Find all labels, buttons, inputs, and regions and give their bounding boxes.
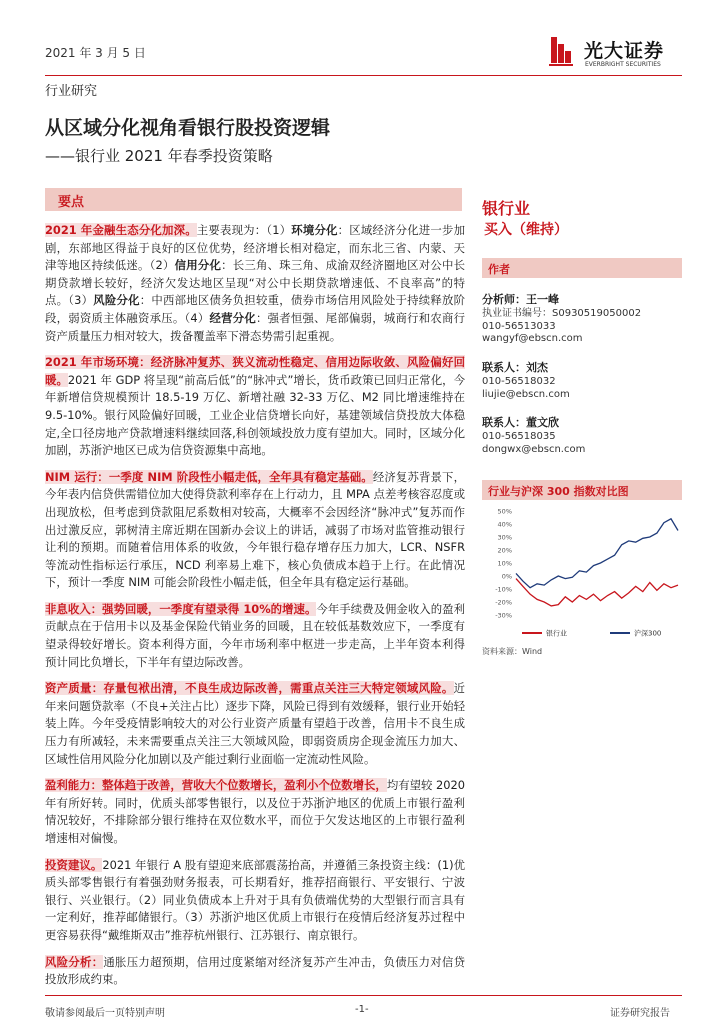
paragraph-profitability: [45, 777, 465, 847]
paragraph-lead: 2021 年金融生态分化加深。: [45, 223, 197, 237]
paragraph-text: ：区域经济分化进一步加剧，东部地区得益于良好的区位优势，经济增长相对稳定，而东北三省、内蒙、天津等地区持续低迷。（2）: [45, 223, 465, 273]
paragraph-lead: 资产质量：存量包袱出清，不良生成边际改善，需重点关注三大特定领域风险。: [45, 681, 454, 696]
y-tick-label: 10%: [497, 559, 512, 568]
contact2-name: 董文欣: [526, 416, 559, 429]
series-line-1: [516, 519, 678, 588]
paragraph-asset-quality: [45, 680, 465, 768]
y-tick-label: 50%: [497, 507, 512, 516]
keypoints-bar: [45, 188, 462, 211]
paragraph-lead: 非息收入：强势回暖，一季度有望录得 10%的增速。: [45, 601, 317, 616]
paragraph-text: ：强者恒强、尾部偏弱，城商行和农商行资产质量压力相对较大，拨备覆盖率下滑态势需引起重视。: [45, 310, 465, 343]
legend-label: 沪深300: [634, 629, 662, 638]
everbright-logo-icon: [548, 34, 574, 68]
paragraph-text: 近年来问题贷款率（不良+关注占比）逐步下降，风险已得到有效缓释，银行业开始轻装上阵。今年受疫情影响较大的对公行业资产质量有望趋于改善，信用卡不良生成压力有所减轻，未来需要重点关注三大领域风险，即弱资质房企现金流压力加大、区域性信用风险分化加剧以及产能过剩行业面临一定流动性风险。: [45, 681, 465, 766]
contact1-label: 联系人：: [482, 361, 526, 374]
paragraph-lead: NIM 运行：一季度 NIM 阶段性小幅走低，全年具有稳定基础。: [45, 469, 373, 484]
analyst-name: 王一峰: [526, 293, 559, 306]
author-bar: [482, 258, 682, 278]
paragraph-ecology: [45, 222, 465, 345]
paragraph-lead: 2021 年市场环境：经济脉冲复苏、狭义流动性稳定、信用边际收敛、风险偏好回暖。: [45, 355, 465, 387]
analyst-label: 分析师：: [482, 293, 526, 306]
paragraph-text: 均有望较 2020 年有所好转。同时，优质头部零售银行，以及位于苏浙沪地区的优质上市银行盈利情况较好，不排除部分银行维持在双位数水平，而位于欠发达地区的上市银行盈利增速相对偏慢。: [45, 778, 465, 845]
paragraph-text: 经济复苏背景下，今年表内信贷供需错位加大使得贷款利率存在上行动力，且 MPA 点差考核容忍度或出现放松，但考虑到贷款阻尼系数相对较高，大概率不会因经济“脉冲式”复苏而作出过激反应，郭树清主席近期在国新办会议上的讲话，减弱了市场对监管推动银行让利的预期。而随着信用体系的收敛，今年银行稳存增存压力加大，LCR、NSFR 等流动性指标运行承压，NCD 利率易上难下，核心负债成本趋于上行。在此情况下，预计一季度 NIM 可能会阶段性小幅走低，但全年具有稳定运行基础。: [45, 469, 465, 590]
paragraph-market: [45, 354, 465, 460]
paragraph-text: ：长三角、珠三角、成渝双经济圈地区对公中长期贷款增长较好，经济欠发达地区呈现“对公中长期贷款增速低、不良率高”的特点。（3）: [45, 258, 465, 308]
page-number: -1-: [355, 1004, 369, 1015]
paragraph-risk: [45, 954, 465, 989]
chart-source: 资料来源：Wind: [482, 647, 543, 656]
analyst-cert: 执业证书编号：S0930519050002: [482, 308, 642, 319]
analyst-email[interactable]: wangyf@ebscn.com: [482, 333, 583, 344]
footer-disclaimer: 敬请参阅最后一页特别声明: [45, 1008, 165, 1019]
chart-title-bar: [482, 480, 682, 500]
contact2-block: [482, 415, 682, 456]
main-content: [45, 222, 465, 998]
analyst-block: [482, 292, 682, 346]
author-label: 作者: [488, 263, 510, 276]
contact2-email[interactable]: dongwx@ebscn.com: [482, 443, 586, 455]
y-tick-label: 40%: [497, 520, 512, 529]
contact2-phone: 010-56518035: [482, 431, 556, 442]
paragraph-investment: [45, 857, 465, 945]
paragraph-text: 通胀压力超预期，信用过度紧缩对经济复苏产生冲击，负债压力对信贷投放形成约束。: [45, 954, 465, 987]
paragraph-lead: 投资建议。: [45, 857, 103, 872]
footer-report-type: 证券研究报告: [610, 1008, 670, 1019]
series-line-0: [516, 579, 678, 606]
contact1-email[interactable]: liujie@ebscn.com: [482, 388, 570, 400]
company-logo: [548, 34, 688, 74]
paragraph-bold: 经营分化: [209, 310, 256, 325]
keypoints-label: 要点: [58, 195, 85, 210]
contact2-label: 联系人：: [482, 416, 526, 429]
paragraph-bold: 风险分化: [93, 293, 140, 308]
paragraph-lead: 风险分析：: [45, 954, 104, 969]
y-tick-label: -10%: [495, 585, 512, 594]
chart-title: 行业与沪深 300 指数对比图: [488, 485, 629, 498]
footer-divider: [45, 995, 682, 996]
y-tick-label: 20%: [497, 546, 512, 555]
paragraph-text: 2021 年银行 A 股有望迎来底部震荡抬高，并遵循三条投资主线：(1)优质头部零售银行有着强劲财务报表，可长期看好，推荐招商银行、平安银行、宁波银行、兴业银行。（2）同业负债成本上升对于具有负债端优势的大型银行而言具有一定利好，推荐邮储银行。（3）苏浙沪地区优质上市银行在疫情后经济复苏过程中更容易获得“戴维斯双击”推荐杭州银行、江苏银行、南京银行。: [45, 857, 465, 942]
contact1-block: [482, 360, 682, 401]
paragraph-bold: 环境分化: [291, 223, 338, 237]
paragraph-noninterest: [45, 601, 465, 671]
paragraph-nim: [45, 469, 465, 592]
y-tick-label: 30%: [497, 533, 512, 542]
paragraph-text: 主要表现为：（1）: [196, 223, 292, 237]
paragraph-bold: 信用分化: [174, 258, 222, 273]
y-tick-label: -30%: [495, 611, 512, 620]
report-title: 从区域分化视角看银行股投资逻辑: [45, 117, 331, 139]
logo-name: 光大证券: [584, 40, 665, 62]
paragraph-text: ：中西部地区债务负担较重，债券市场信用风险处于持续释放阶段，弱资质主体融资承压。（4）: [45, 293, 465, 325]
report-date: 2021 年 3 月 5 日: [45, 46, 146, 60]
rating: 买入（维持）: [484, 222, 568, 238]
report-category: 行业研究: [45, 84, 98, 99]
industry-name: 银行业: [482, 199, 531, 218]
contact1-name: 刘杰: [526, 361, 548, 374]
comparison-chart: [482, 505, 682, 643]
y-tick-label: 0%: [501, 572, 512, 581]
analyst-phone: 010-56513033: [482, 320, 556, 332]
y-tick-label: -20%: [495, 598, 512, 607]
paragraph-lead: 盈利能力：整体趋于改善，营收大个位数增长，盈利小个位数增长，: [45, 778, 387, 793]
contact1-phone: 010-56518032: [482, 376, 556, 387]
paragraph-text: 今年手续费及佣金收入的盈利贡献点在于信用卡以及基金保险代销业务的回暖，且在较低基数效应下，一季度有望录得较好增长。资本利得方面，今年市场利率中枢进一步走高，上半年资本利得预计同比负增长，下半年有望边际改善。: [45, 601, 465, 669]
paragraph-text: 2021 年 GDP 将呈现“前高后低”的“脉冲式”增长，货币政策已回归正常化，今年新增信贷规模预计 18.5-19 万亿、新增社融 32-33 万亿、M2 同比增速维持在 9.5-10%。银行风险偏好回暖，工业企业信贷增长向好，基建领域信贷投放大体稳定,全口径房地产贷款增速料继续回落,科创领域投放力度有望加大。同时，区域分化加剧，苏浙沪地区已成为信贷资源集中高地。: [45, 372, 465, 458]
report-subtitle: ——银行业 2021 年春季投资策略: [45, 147, 273, 165]
legend-label: 银行业: [546, 629, 567, 638]
header-divider: [45, 75, 682, 76]
logo-subtitle: EVERBRIGHT SECURITIES: [585, 61, 661, 68]
